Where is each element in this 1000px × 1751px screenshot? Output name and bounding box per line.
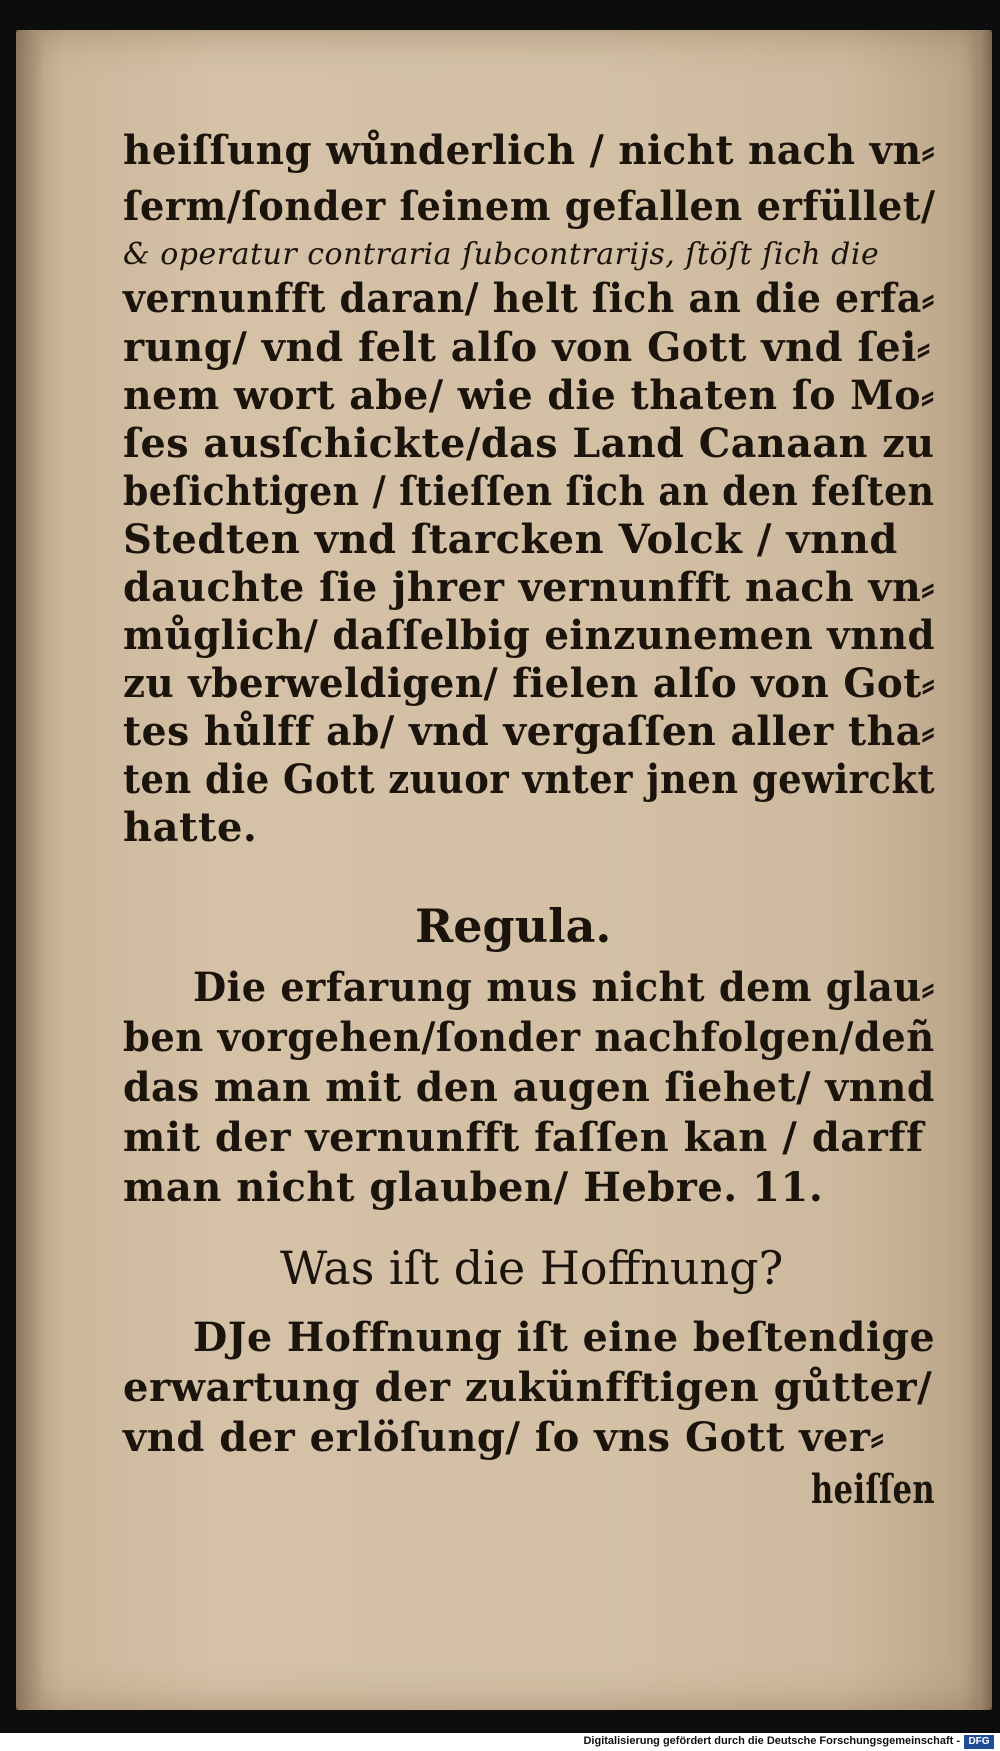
- text-line: man nicht glauben/ Hebre. 11.: [123, 1164, 824, 1211]
- text-line: das man mit den augen ſiehet/ vnnd: [123, 1064, 935, 1111]
- text-line: heiſſung wůnderlich / nicht nach vn⸗: [123, 127, 936, 174]
- text-line: ben vorgehen/ſonder nachfolgen/deñ: [123, 1014, 935, 1061]
- text-line-latin: & operatur contraria ſubcontrarijs, ſtöſt ſich die: [123, 237, 880, 272]
- text-line: rung/ vnd felt alſo von Gott vnd ſei⸗: [123, 324, 931, 371]
- text-line: Stedten vnd ſtarcken Volck / vnnd: [123, 516, 898, 563]
- text-line: nem wort abe/ wie die thaten ſo Mo⸗: [123, 372, 935, 419]
- text-line: dauchte ſie jhrer vernunfft nach vn⸗: [123, 564, 935, 611]
- catchword: heiſſen: [811, 1466, 936, 1513]
- text-line: Die erfarung mus nicht dem glau⸗: [193, 964, 935, 1011]
- text-line: mit der vernunfft faſſen kan / darff: [123, 1114, 924, 1161]
- text-line: ten die Gott zuuor vnter jnen gewirckt: [123, 756, 935, 803]
- text-line: můglich/ daſſelbig einzunemen vnnd: [123, 612, 936, 659]
- heading-question: Was iſt die Hoffnung?: [280, 1241, 784, 1295]
- text-line: beſichtigen / ſtieſſen ſich an den feſten: [123, 468, 935, 515]
- footer-credit: Digitalisierung gefördert durch die Deutsche Forschungsgemeinschaft -: [583, 1735, 960, 1747]
- text-line: tes hůlff ab/ vnd vergaſſen aller tha⸗: [123, 708, 936, 755]
- dfg-logo: DFG: [964, 1735, 994, 1749]
- text-line: vnd der erlöſung/ ſo vns Gott ver⸗: [123, 1414, 885, 1461]
- text-line: vernunfft daran/ helt ſich an die erfa⸗: [123, 275, 935, 322]
- text-line: hatte.: [123, 804, 258, 851]
- text-line: ſerm/ſonder ſeinem gefallen erfüllet/: [123, 183, 936, 230]
- page-edge-left: [16, 30, 44, 1710]
- page-edge-right: [970, 30, 992, 1710]
- heading-regula: Regula.: [415, 899, 612, 953]
- text-line: erwartung der zukünfftigen gůtter/: [123, 1364, 933, 1411]
- text-line: DJe Hoffnung iſt eine beſtendige: [193, 1314, 936, 1361]
- text-line: ſes ausſchickte/das Land Canaan zu: [123, 420, 935, 467]
- text-line: zu vberweldigen/ fielen alſo von Got⸗: [123, 660, 936, 707]
